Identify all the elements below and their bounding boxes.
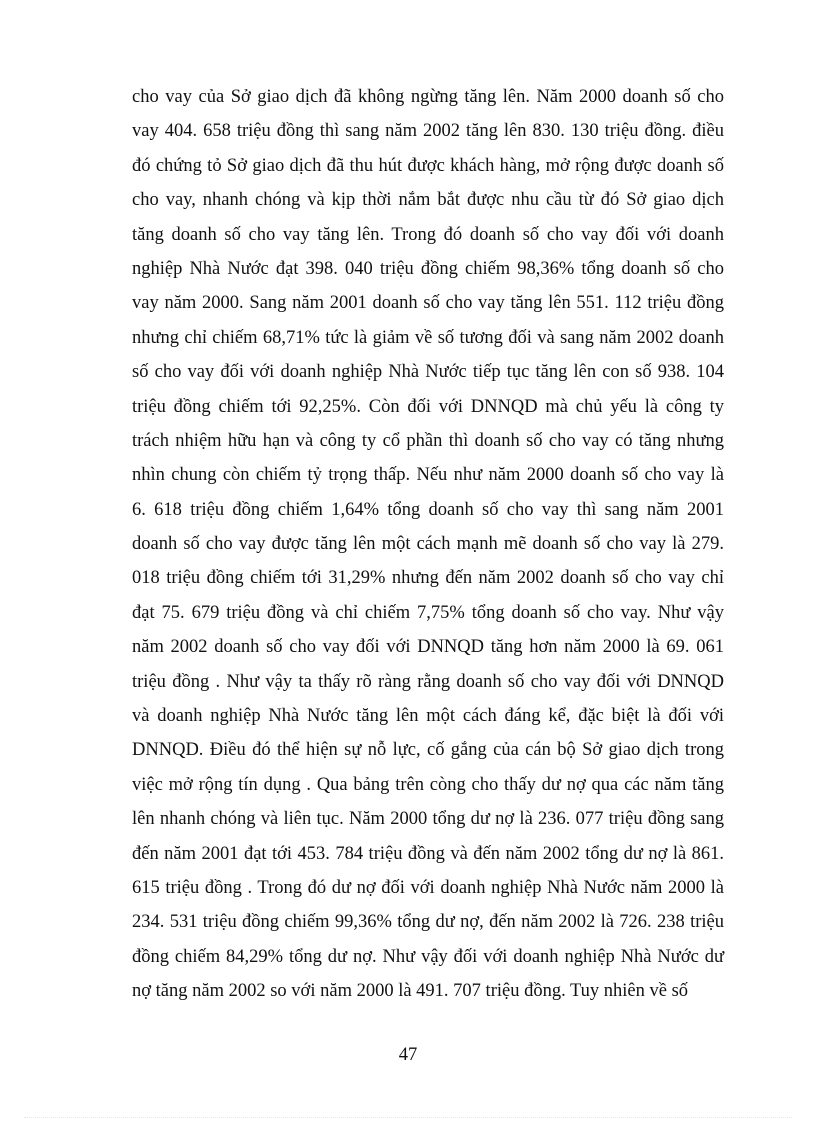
- text-line: và doanh nghiệp Nhà Nước tăng lên một cách đáng kể, đặc biệt là đối với: [132, 706, 724, 727]
- text-line: triệu đồng . Như vậy ta thấy rõ ràng rằng doanh số cho vay đối với DNNQD: [132, 671, 724, 692]
- text-line: 018 triệu đồng chiếm tới 31,29% nhưng đến năm 2002 doanh số cho vay chỉ: [132, 568, 724, 589]
- text-line: việc mở rộng tín dụng . Qua bảng trên còng cho thấy dư nợ qua các năm tăng: [132, 774, 724, 795]
- page-bottom-divider: [24, 1117, 792, 1118]
- text-line: số cho vay đối với doanh nghiệp Nhà Nước tiếp tục tăng lên con số 938. 104: [132, 362, 724, 383]
- text-line: 6. 618 triệu đồng chiếm 1,64% tổng doanh số cho vay thì sang năm 2001: [132, 499, 724, 520]
- text-line: đến năm 2001 đạt tới 453. 784 triệu đồng và đến năm 2002 tổng dư nợ là 861.: [132, 843, 724, 864]
- text-line: lên nhanh chóng và liên tục. Năm 2000 tổng dư nợ là 236. 077 triệu đồng sang: [132, 809, 724, 830]
- text-line: 615 triệu đồng . Trong đó dư nợ đối với doanh nghiệp Nhà Nước năm 2000 là: [132, 877, 724, 898]
- text-line: nghiệp Nhà Nước đạt 398. 040 triệu đồng chiếm 98,36% tổng doanh số cho: [132, 258, 724, 279]
- text-line: nợ tăng năm 2002 so với năm 2000 là 491. 707 triệu đồng. Tuy nhiên về số: [132, 981, 689, 1002]
- text-line: đồng chiếm 84,29% tổng dư nợ. Như vậy đối với doanh nghiệp Nhà Nước dư: [132, 946, 724, 967]
- text-line: cho vay của Sở giao dịch đã không ngừng tăng lên. Năm 2000 doanh số cho: [132, 87, 724, 107]
- text-line: nhưng chỉ chiếm 68,71% tức là giảm về số tương đối và sang năm 2002 doanh: [132, 327, 724, 348]
- text-line: 234. 531 triệu đồng chiếm 99,36% tổng dư nợ, đến năm 2002 là 726. 238 triệu: [132, 912, 724, 933]
- text-line: đạt 75. 679 triệu đồng và chỉ chiếm 7,75% tổng doanh số cho vay. Như vậy: [132, 602, 724, 623]
- text-line: triệu đồng chiếm tới 92,25%. Còn đối với DNNQD mà chủ yếu là công ty: [132, 396, 724, 417]
- text-line: vay năm 2000. Sang năm 2001 doanh số cho vay tăng lên 551. 112 triệu đồng: [132, 293, 724, 314]
- text-line: trách nhiệm hữu hạn và công ty cổ phần thì doanh số cho vay có tăng nhưng: [132, 430, 724, 451]
- text-line: năm 2002 doanh số cho vay đối với DNNQD tăng hơn năm 2000 là 69. 061: [132, 637, 724, 658]
- text-line: tăng doanh số cho vay tăng lên. Trong đó doanh số cho vay đối với doanh: [132, 224, 724, 245]
- text-line: vay 404. 658 triệu đồng thì sang năm 2002 tăng lên 830. 130 triệu đồng. điều: [132, 121, 724, 142]
- text-line: cho vay, nhanh chóng và kịp thời nắm bắt được nhu cầu từ đó Sở giao dịch: [132, 190, 724, 211]
- text-line: đó chứng tỏ Sở giao dịch đã thu hút được khách hàng, mở rộng được doanh số: [132, 155, 724, 176]
- text-line: doanh số cho vay được tăng lên một cách mạnh mẽ doanh số cho vay là 279.: [132, 534, 724, 555]
- body-paragraph: [132, 80, 724, 1009]
- page-number: 47: [398, 1045, 418, 1065]
- text-line: DNNQD. Điều đó thể hiện sự nỗ lực, cố gắng của cán bộ Sở giao dịch trong: [132, 740, 724, 761]
- text-line: nhìn chung còn chiếm tỷ trọng thấp. Nếu như năm 2000 doanh số cho vay là: [132, 465, 724, 486]
